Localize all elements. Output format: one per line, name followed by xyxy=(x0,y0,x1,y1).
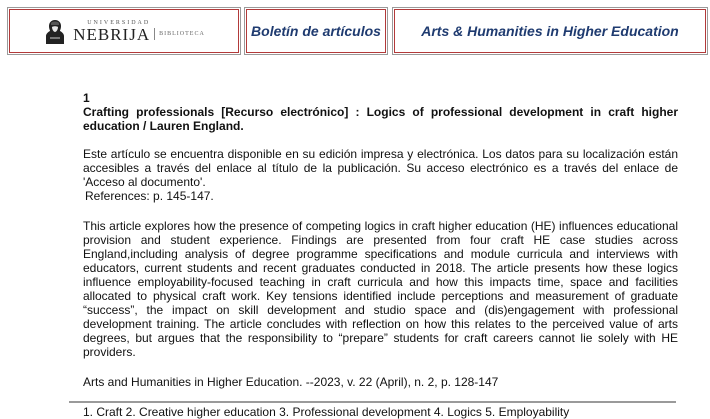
nebrija-logo xyxy=(43,17,205,45)
abstract: This article explores how the presence of competing logics in craft higher education (HE) influences educational provision and student experience. Findings are presented from four craft HE case studies across England,including analysis of degree programme specifications and module curricula and interviews with educators, current students and recent graduates conducted in 2018. The article presents how these logics influence employability-focused teaching in craft curricula and how this impacts time, space and facilities allocated to physical craft work. Key tensions identified include perceptions and measurement of graduate “success”, the impact on skill development and studio space and (dis)engagement with professional development training. The article concludes with reflection on how this relates to the perceived value of arts degrees, but argues that the responsibility to “prepare” students for craft careers cannot lie solely with HE providers. xyxy=(83,219,678,359)
logo-university-label: UNIVERSIDAD xyxy=(87,19,151,26)
logo-library-label: BIBLIOTECA xyxy=(159,31,205,37)
article-record xyxy=(83,91,678,419)
record-number: 1 xyxy=(83,91,90,105)
bulletin-title-box xyxy=(244,7,388,55)
record-title[interactable]: Crafting professionals [Recurso electrónico] : Logics of professional development in craft higher education / Lauren England. xyxy=(83,105,678,133)
journal-title-box xyxy=(392,7,708,55)
logo-row xyxy=(73,26,205,43)
nebrija-bust-icon xyxy=(43,17,67,45)
logo-text xyxy=(73,20,205,43)
references-note: References: p. 145-147. xyxy=(85,189,214,203)
bottom-divider xyxy=(69,401,676,403)
logo-name: NEBRIJA xyxy=(73,24,151,44)
logo-box xyxy=(7,7,241,55)
journal-title: Arts & Humanities in Higher Education xyxy=(421,23,679,39)
bulletin-title: Boletín de artículos xyxy=(251,23,381,39)
availability-note: Este artículo se encuentra disponible en su edición impresa y electrónica. Los datos para su localización están accesibles a través del enlace al título de la publicación. Su acceso electrónico es a través del enlace de 'Acceso al documento'. xyxy=(83,147,678,189)
logo-separator xyxy=(154,28,155,40)
source-citation: Arts and Humanities in Higher Education. --2023, v. 22 (April), n. 2, p. 128-147 xyxy=(83,375,499,389)
subject-list: 1. Craft 2. Creative higher education 3. Professional development 4. Logics 5. Employability xyxy=(83,405,570,419)
